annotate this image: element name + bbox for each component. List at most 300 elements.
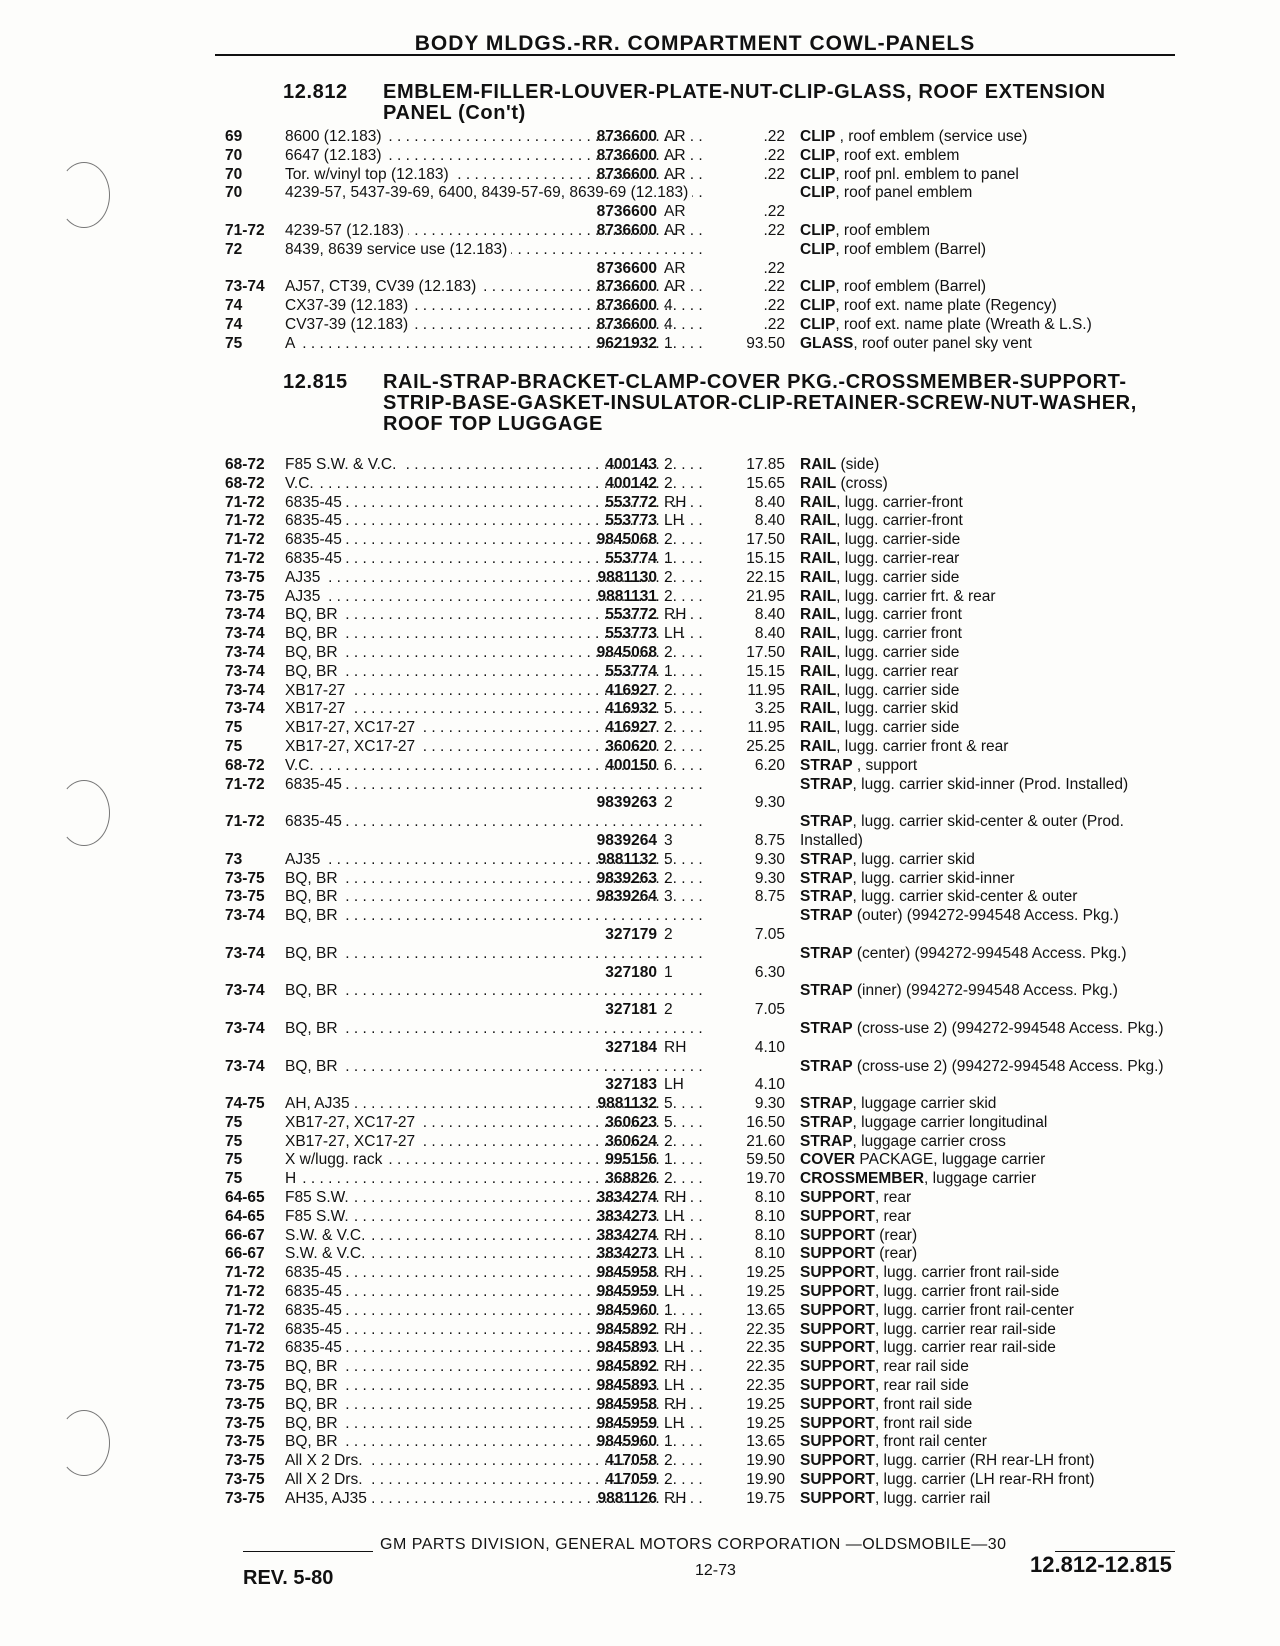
description-cell: STRAP, luggage carrier longitudinal: [800, 1113, 1048, 1131]
year-cell: 70: [225, 184, 243, 202]
year-cell: 73-75: [225, 869, 265, 887]
price-cell: 9.30: [754, 1095, 785, 1113]
year-cell: 75: [225, 1113, 243, 1131]
parts-list: [0, 128, 1280, 354]
table-row: [0, 682, 1280, 701]
model-text: 6835-45: [285, 494, 346, 511]
model-cell: [285, 719, 553, 738]
model-text: F85 S.W.: [285, 1189, 353, 1206]
model-cell: [285, 512, 553, 531]
price-cell: 9.30: [754, 794, 785, 812]
year-cell: 74: [225, 297, 243, 315]
price-cell: .22: [763, 203, 785, 221]
part-number-cell: 8736600: [596, 315, 657, 333]
model-cell: [285, 663, 553, 682]
year-cell: 71-72: [225, 1283, 265, 1301]
part-keyword: RAIL: [800, 456, 837, 473]
quantity-cell: 2: [664, 681, 673, 699]
part-keyword: CLIP: [800, 146, 836, 164]
year-cell: 73-75: [225, 1414, 265, 1432]
part-number-cell: 327183: [605, 1076, 657, 1094]
part-number-cell: 327184: [605, 1038, 657, 1056]
part-number-cell: 9845958: [596, 1395, 657, 1413]
model-text: XB17-27: [285, 682, 349, 699]
description-cell: CLIP, roof ext. name plate (Wreath & L.S.): [800, 315, 1092, 333]
part-keyword: CLIP: [800, 128, 836, 145]
price-cell: 93.50: [746, 334, 785, 352]
model-cell: [285, 1058, 553, 1077]
price-cell: 4.10: [754, 1076, 785, 1094]
section-title: RAIL-STRAP-BRACKET-CLAMP-COVER PKG.-CROSSMEMBER-SUPPORT-STRIP-BASE-GASKET-INSULATOR-CLIP-RETAINER-SCREW-NUT-WASHER, ROOF TOP LUGGAGE: [383, 371, 1137, 435]
quantity-cell: RH: [664, 1358, 687, 1376]
part-keyword: RAIL: [800, 549, 837, 567]
quantity-cell: 1: [664, 549, 673, 567]
table-row: [0, 851, 1280, 870]
part-keyword: STRAP: [800, 1113, 853, 1131]
model-text: BQ, BR: [285, 1377, 342, 1394]
description-cell: STRAP (inner) (994272-994548 Access. Pkg.): [800, 982, 1118, 1000]
year-cell: 73-74: [225, 700, 265, 718]
table-row: [0, 1415, 1280, 1434]
year-cell: 73-74: [225, 625, 265, 643]
part-keyword: CLIP: [800, 221, 836, 239]
model-cell: [285, 644, 553, 663]
table-row: [0, 1189, 1280, 1208]
price-cell: 19.90: [746, 1452, 785, 1470]
model-cell: [285, 1433, 553, 1452]
table-row: [0, 166, 1280, 185]
quantity-cell: 2: [664, 1170, 673, 1188]
quantity-cell: 1: [664, 1151, 673, 1169]
part-number-cell: 360624: [605, 1132, 657, 1150]
price-cell: 8.40: [754, 625, 785, 643]
year-cell: 74-75: [225, 1095, 265, 1113]
year-cell: 68-72: [225, 756, 265, 774]
part-keyword: SUPPORT: [800, 1452, 875, 1470]
model-text: 6835-45: [285, 1321, 346, 1338]
part-keyword: RAIL: [800, 493, 837, 511]
model-cell: [285, 1189, 553, 1208]
quantity-cell: 2: [664, 794, 673, 812]
description-cell: STRAP, lugg. carrier skid-center & outer (Prod. Installed): [800, 813, 1124, 849]
description-cell: STRAP , support: [800, 756, 918, 774]
part-number-cell: 9621932: [596, 334, 657, 352]
part-keyword: SUPPORT: [800, 1395, 875, 1413]
table-row: [0, 1339, 1280, 1358]
description-cell: SUPPORT, lugg. carrier rail: [800, 1489, 991, 1507]
part-number-cell: 400150: [605, 756, 657, 774]
price-cell: 21.95: [746, 587, 785, 605]
table-row: [0, 1058, 1280, 1096]
part-keyword: SUPPORT: [800, 1339, 875, 1357]
description-cell: SUPPORT, rear rail side: [800, 1358, 969, 1376]
year-cell: 64-65: [225, 1207, 265, 1225]
quantity-cell: LH: [664, 625, 684, 643]
description-cell: RAIL, lugg. carrier side: [800, 568, 960, 586]
description-cell: SUPPORT, rear: [800, 1207, 912, 1225]
table-row: [0, 1208, 1280, 1227]
table-row: [0, 1396, 1280, 1415]
price-cell: 59.50: [746, 1151, 785, 1169]
model-text: CV37-39 (12.183): [285, 316, 412, 333]
price-cell: 22.35: [746, 1339, 785, 1357]
part-number-cell: 327180: [605, 963, 657, 981]
quantity-cell: AR: [664, 203, 686, 221]
part-number-cell: 416932: [605, 700, 657, 718]
model-text: 8439, 8639 service use (12.183): [285, 241, 511, 258]
price-cell: 6.30: [754, 963, 785, 981]
model-cell: [285, 757, 553, 776]
part-number-cell: 553773: [605, 625, 657, 643]
table-row: [0, 1302, 1280, 1321]
part-number-cell: 553772: [605, 493, 657, 511]
model-cell: [285, 682, 553, 701]
part-number-cell: 8736600: [596, 165, 657, 183]
part-number-cell: 9839264: [596, 831, 657, 849]
part-number-cell: 3834273: [596, 1245, 657, 1263]
price-cell: 11.95: [747, 719, 785, 737]
part-number-cell: 360620: [605, 737, 657, 755]
quantity-cell: 5: [664, 700, 673, 718]
part-number-cell: 9845959: [596, 1414, 657, 1432]
table-row: [0, 1227, 1280, 1246]
model-cell: [285, 1452, 553, 1471]
table-row: [0, 813, 1280, 851]
table-row: [0, 569, 1280, 588]
model-cell: [285, 1302, 553, 1321]
table-row: [0, 1358, 1280, 1377]
price-cell: 15.15: [746, 549, 785, 567]
footer-rule: [243, 1551, 373, 1552]
model-cell: [285, 147, 553, 166]
model-text: BQ, BR: [285, 1415, 342, 1432]
model-cell: [285, 1339, 553, 1358]
part-number-cell: 9845960: [596, 1433, 657, 1451]
part-number-cell: 417059: [605, 1471, 657, 1489]
description-cell: CLIP, roof emblem: [800, 221, 931, 239]
model-text: XB17-27, XC17-27: [285, 1133, 419, 1150]
year-cell: 73-74: [225, 643, 265, 661]
part-keyword: SUPPORT: [800, 1189, 875, 1207]
table-row: [0, 907, 1280, 945]
model-cell: [285, 1095, 553, 1114]
table-row: [0, 531, 1280, 550]
part-number-cell: 9845893: [596, 1377, 657, 1395]
year-cell: 73-74: [225, 982, 265, 1000]
description-cell: STRAP, lugg. carrier skid: [800, 850, 975, 868]
table-row: [0, 241, 1280, 279]
quantity-cell: 1: [664, 334, 673, 352]
model-cell: [285, 606, 553, 625]
table-row: [0, 456, 1280, 475]
model-cell: [285, 1208, 553, 1227]
model-text: BQ, BR: [285, 1020, 342, 1037]
model-text: BQ, BR: [285, 982, 342, 999]
table-row: [0, 1114, 1280, 1133]
description-cell: SUPPORT, lugg. carrier rear rail-side: [800, 1320, 1056, 1338]
quantity-cell: RH: [664, 1189, 687, 1207]
year-cell: 69: [225, 128, 243, 145]
model-text: 6835-45: [285, 776, 346, 793]
price-cell: 19.70: [746, 1170, 785, 1188]
price-cell: 13.65: [746, 1301, 785, 1319]
part-keyword: SUPPORT: [800, 1320, 875, 1338]
model-text: BQ, BR: [285, 907, 342, 924]
model-text: AJ57, CT39, CV39 (12.183): [285, 278, 480, 295]
year-cell: 71-72: [225, 775, 265, 793]
description-cell: SUPPORT, rear: [800, 1189, 912, 1207]
page-header: BODY MLDGS.-RR. COMPARTMENT COWL-PANELS: [414, 32, 976, 55]
table-row: [0, 316, 1280, 335]
part-keyword: COVER: [800, 1151, 856, 1169]
table-row: [0, 1264, 1280, 1283]
part-keyword: SUPPORT: [800, 1264, 875, 1282]
description-cell: CLIP , roof emblem (service use): [800, 128, 1028, 145]
price-cell: 22.15: [746, 568, 785, 586]
price-cell: 8.75: [754, 831, 785, 849]
price-cell: 16.50: [746, 1113, 785, 1131]
table-row: [0, 700, 1280, 719]
model-text: BQ, BR: [285, 1433, 342, 1450]
part-number-cell: 9845960: [596, 1301, 657, 1319]
year-cell: 73-75: [225, 1489, 265, 1507]
model-cell: [285, 1415, 553, 1434]
model-text: H: [285, 1170, 300, 1187]
price-cell: 22.35: [746, 1358, 785, 1376]
description-cell: RAIL, lugg. carrier-front: [800, 512, 963, 530]
part-keyword: STRAP: [800, 756, 853, 774]
year-cell: 71-72: [225, 549, 265, 567]
year-cell: 75: [225, 334, 243, 352]
part-number-cell: 3834274: [596, 1226, 657, 1244]
table-row: [0, 1133, 1280, 1152]
quantity-cell: AR: [664, 146, 686, 164]
table-row: [0, 184, 1280, 222]
model-text: AH, AJ35: [285, 1095, 354, 1112]
part-keyword: SUPPORT: [800, 1207, 875, 1225]
year-cell: 73-74: [225, 1057, 265, 1075]
part-keyword: SUPPORT: [800, 1226, 875, 1244]
part-number-cell: 9845892: [596, 1358, 657, 1376]
section-range: 12.812-12.815: [1030, 1552, 1172, 1577]
model-cell: [285, 166, 553, 185]
part-keyword: RAIL: [800, 531, 837, 549]
quantity-cell: AR: [664, 278, 686, 296]
table-row: [0, 663, 1280, 682]
part-keyword: RAIL: [800, 568, 837, 586]
model-text: BQ, BR: [285, 606, 342, 623]
table-row: [0, 494, 1280, 513]
price-cell: 3.25: [754, 700, 785, 718]
model-cell: [285, 1170, 553, 1189]
part-number-cell: 327181: [605, 1001, 657, 1019]
model-cell: [285, 625, 553, 644]
model-text: XB17-27, XC17-27: [285, 1114, 419, 1131]
model-cell: [285, 1227, 553, 1246]
model-text: V.C.: [285, 757, 318, 774]
model-text: F85 S.W. & V.C.: [285, 456, 400, 473]
quantity-cell: RH: [664, 1038, 687, 1056]
price-cell: 15.65: [746, 474, 785, 492]
price-cell: .22: [763, 165, 785, 183]
part-keyword: GLASS: [800, 334, 854, 352]
table-row: [0, 1245, 1280, 1264]
model-text: BQ, BR: [285, 1358, 342, 1375]
model-text: All X 2 Drs.: [285, 1471, 367, 1488]
year-cell: 71-72: [225, 221, 265, 239]
table-row: [0, 147, 1280, 166]
price-cell: 13.65: [746, 1433, 785, 1451]
part-keyword: CROSSMEMBER: [800, 1170, 925, 1188]
year-cell: 64-65: [225, 1189, 265, 1207]
quantity-cell: RH: [664, 1264, 687, 1282]
model-cell: [285, 456, 553, 475]
model-text: 6835-45: [285, 531, 346, 548]
table-row: [0, 888, 1280, 907]
quantity-cell: 2: [664, 737, 673, 755]
part-keyword: STRAP: [800, 813, 853, 831]
quantity-cell: 2: [664, 456, 673, 473]
table-row: [0, 550, 1280, 569]
part-keyword: SUPPORT: [800, 1245, 875, 1263]
quantity-cell: 4: [664, 315, 673, 333]
part-number-cell: 8736600: [596, 297, 657, 315]
table-row: [0, 512, 1280, 531]
part-keyword: RAIL: [800, 700, 837, 718]
description-cell: SUPPORT, lugg. carrier (LH rear-RH front): [800, 1471, 1095, 1489]
description-cell: RAIL, lugg. carrier-rear: [800, 549, 960, 567]
table-row: [0, 1490, 1280, 1509]
description-cell: CLIP, roof panel emblem: [800, 184, 973, 202]
section-number: 12.812: [283, 81, 348, 103]
quantity-cell: LH: [664, 512, 684, 530]
quantity-cell: 2: [664, 1001, 673, 1019]
part-number-cell: 9839263: [596, 794, 657, 812]
quantity-cell: 1: [664, 1433, 673, 1451]
year-cell: 73-75: [225, 568, 265, 586]
model-text: XB17-27: [285, 700, 349, 717]
year-cell: 71-72: [225, 493, 265, 511]
model-cell: [285, 776, 553, 795]
model-text: BQ, BR: [285, 1396, 342, 1413]
quantity-cell: 2: [664, 531, 673, 549]
part-keyword: STRAP: [800, 888, 853, 906]
part-keyword: STRAP: [800, 1019, 853, 1037]
model-text: A: [285, 335, 299, 352]
section-title: EMBLEM-FILLER-LOUVER-PLATE-NUT-CLIP-GLASS, ROOF EXTENSION PANEL (Con't): [383, 81, 1106, 124]
model-text: CX37-39 (12.183): [285, 297, 412, 314]
description-cell: CLIP, roof emblem (Barrel): [800, 240, 987, 258]
year-cell: 73-75: [225, 1358, 265, 1376]
model-text: F85 S.W.: [285, 1208, 353, 1225]
part-keyword: STRAP: [800, 982, 853, 1000]
year-cell: 75: [225, 737, 243, 755]
model-cell: [285, 1396, 553, 1415]
quantity-cell: AR: [664, 259, 686, 277]
description-cell: RAIL, lugg. carrier side: [800, 719, 960, 737]
table-row: [0, 297, 1280, 316]
quantity-cell: RH: [664, 1226, 687, 1244]
description-cell: SUPPORT, front rail side: [800, 1395, 973, 1413]
table-row: [0, 757, 1280, 776]
model-cell: [285, 907, 553, 926]
quantity-cell: LH: [664, 1414, 684, 1432]
price-cell: 19.25: [746, 1414, 785, 1432]
part-number-cell: 995156: [605, 1151, 657, 1169]
part-keyword: SUPPORT: [800, 1301, 875, 1319]
year-cell: 71-72: [225, 512, 265, 530]
quantity-cell: 4: [664, 297, 673, 315]
part-number-cell: 400142: [605, 474, 657, 492]
part-number-cell: 9845958: [596, 1264, 657, 1282]
table-row: [0, 1452, 1280, 1471]
part-keyword: STRAP: [800, 775, 853, 793]
quantity-cell: AR: [664, 221, 686, 239]
model-cell: [285, 494, 553, 513]
year-cell: 66-67: [225, 1226, 265, 1244]
description-cell: SUPPORT, lugg. carrier front rail-side: [800, 1283, 1060, 1301]
year-cell: 68-72: [225, 456, 265, 473]
model-cell: [285, 278, 553, 297]
year-cell: 73-74: [225, 1019, 265, 1037]
price-cell: 4.10: [754, 1038, 785, 1056]
part-number-cell: 553773: [605, 512, 657, 530]
year-cell: 70: [225, 165, 243, 183]
description-cell: RAIL, lugg. carrier-side: [800, 531, 961, 549]
part-keyword: RAIL: [800, 719, 837, 737]
model-cell: [285, 316, 553, 335]
model-cell: [285, 1245, 553, 1264]
part-keyword: RAIL: [800, 662, 837, 680]
table-row: [0, 1377, 1280, 1396]
table-row: [0, 1095, 1280, 1114]
quantity-cell: RH: [664, 493, 687, 511]
price-cell: .22: [763, 278, 785, 296]
part-keyword: STRAP: [800, 869, 853, 887]
model-cell: [285, 335, 553, 354]
description-cell: COVER PACKAGE, luggage carrier: [800, 1151, 1046, 1169]
model-text: AH35, AJ35: [285, 1490, 371, 1507]
year-cell: 73-74: [225, 681, 265, 699]
model-text: 8600 (12.183): [285, 128, 386, 145]
part-number-cell: 9845068: [596, 643, 657, 661]
description-cell: STRAP, lugg. carrier skid-center & outer: [800, 888, 1078, 906]
part-number-cell: 8736600: [596, 203, 657, 221]
part-number-cell: 9881126: [597, 1489, 657, 1507]
price-cell: .22: [763, 221, 785, 239]
part-number-cell: 8736600: [596, 278, 657, 296]
model-text: S.W. & V.C.: [285, 1227, 369, 1244]
quantity-cell: 5: [664, 850, 673, 868]
model-cell: [285, 297, 553, 316]
part-keyword: SUPPORT: [800, 1433, 875, 1451]
model-text: XB17-27, XC17-27: [285, 719, 419, 736]
year-cell: 75: [225, 719, 243, 737]
quantity-cell: 2: [664, 925, 673, 943]
price-cell: 19.90: [746, 1471, 785, 1489]
table-row: [0, 1020, 1280, 1058]
part-keyword: STRAP: [800, 1095, 853, 1113]
header-rule: [215, 54, 1175, 56]
part-number-cell: 327179: [605, 925, 657, 943]
price-cell: 8.40: [754, 606, 785, 624]
quantity-cell: 2: [664, 1132, 673, 1150]
year-cell: 71-72: [225, 1339, 265, 1357]
price-cell: 22.35: [746, 1377, 785, 1395]
year-cell: 73-75: [225, 888, 265, 906]
table-row: [0, 1151, 1280, 1170]
table-row: [0, 222, 1280, 241]
